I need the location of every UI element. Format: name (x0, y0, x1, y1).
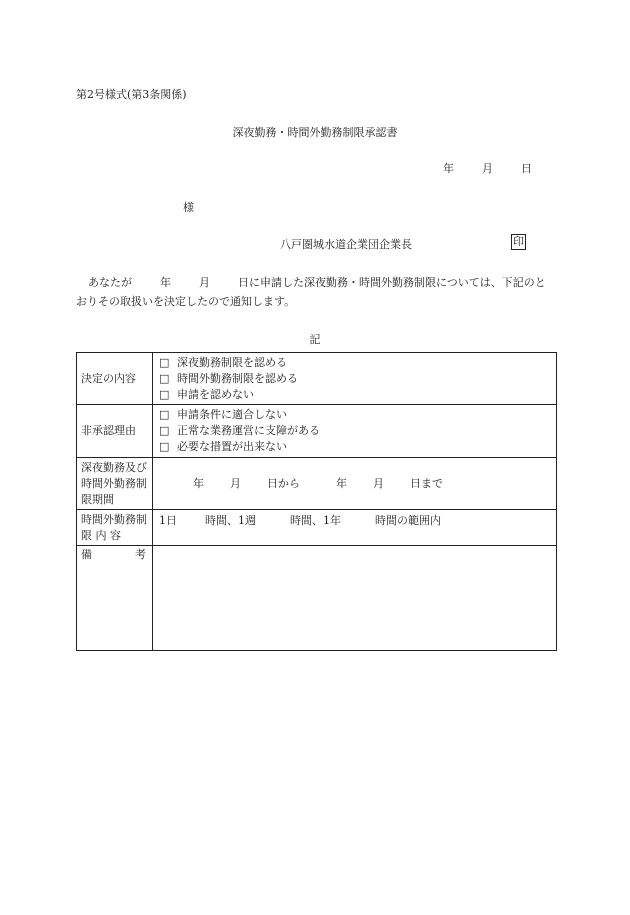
reason-label: 非承認理由 (77, 405, 153, 458)
checkbox-icon[interactable]: □ (159, 424, 170, 437)
period-label (77, 458, 153, 510)
limit-row (77, 510, 557, 546)
decision-option-3[interactable] (159, 387, 556, 403)
period-day-to: 日まで (410, 476, 443, 490)
reason-option-label: 申請条件に適合しない (177, 408, 287, 421)
decision-row (77, 353, 557, 405)
body-part1: あなたが (88, 276, 132, 289)
approval-table (76, 352, 557, 651)
ki-heading: 記 (309, 333, 321, 346)
remarks-label-right: 考 (135, 548, 146, 561)
period-year-from: 年 (193, 476, 204, 490)
date-month-field: 月 (482, 162, 493, 175)
decision-options (153, 353, 557, 405)
limit-label (77, 510, 153, 546)
limit-hours-week: 時間、1年 (290, 514, 341, 527)
body-year: 年 (160, 276, 171, 289)
period-row (77, 458, 557, 510)
decision-option-1[interactable] (159, 355, 556, 371)
checkbox-icon[interactable]: □ (159, 440, 170, 453)
remarks-row (77, 546, 557, 651)
limit-day: 1日 (159, 514, 177, 527)
limit-hours-year: 時間の範囲内 (375, 514, 441, 527)
issuer-name: 八戸圏城水道企業団企業長 (280, 238, 412, 251)
reason-option-2[interactable] (159, 423, 556, 439)
reason-option-label: 正常な業務運営に支障がある (177, 424, 320, 437)
period-day-from: 日から (267, 476, 300, 490)
limit-hours-day: 時間、1週 (205, 514, 256, 527)
checkbox-icon[interactable]: □ (159, 408, 170, 421)
checkbox-icon[interactable]: □ (159, 387, 170, 401)
period-year-to: 年 (336, 476, 347, 490)
remarks-label (77, 546, 153, 651)
addressee-suffix: 様 (183, 201, 194, 214)
reason-options (153, 405, 557, 458)
period-month-from: 月 (230, 476, 241, 490)
seal-mark: 印 (513, 235, 524, 248)
remarks-field[interactable] (153, 546, 557, 651)
checkbox-icon[interactable]: □ (159, 355, 170, 369)
body-month: 月 (199, 276, 210, 289)
period-content (153, 458, 557, 510)
date-year-field: 年 (443, 162, 454, 175)
limit-content (153, 510, 557, 546)
date-day-field: 日 (521, 162, 532, 175)
period-label-text: 深夜勤務及び時間外勤務制限期間 (81, 460, 147, 506)
decision-option-label: 時間外勤務制限を認める (177, 371, 298, 385)
body-text (76, 273, 556, 311)
reason-option-label: 必要な措置が出来ない (177, 440, 287, 453)
reason-option-1[interactable] (159, 407, 556, 423)
checkbox-icon[interactable]: □ (159, 371, 170, 385)
body-part2: 日に申請した深夜勤務・時間外勤務制限については、下記のとおりその取扱いを決定したので通知します。 (76, 276, 546, 308)
decision-label: 決定の内容 (77, 353, 153, 405)
remarks-label-left: 備 (81, 548, 92, 561)
decision-option-label: 深夜勤務制限を認める (177, 355, 287, 369)
form-number: 第2号様式(第3条関係) (76, 88, 187, 101)
reason-option-3[interactable] (159, 439, 556, 455)
document-title: 深夜勤務・時間外勤務制限承認書 (232, 126, 398, 139)
period-month-to: 月 (373, 476, 384, 490)
decision-option-2[interactable] (159, 371, 556, 387)
reason-row (77, 405, 557, 458)
decision-option-label: 申請を認めない (177, 387, 254, 401)
limit-label-text: 時間外勤務制 限 内 容 (81, 512, 147, 542)
date-line (443, 160, 532, 176)
